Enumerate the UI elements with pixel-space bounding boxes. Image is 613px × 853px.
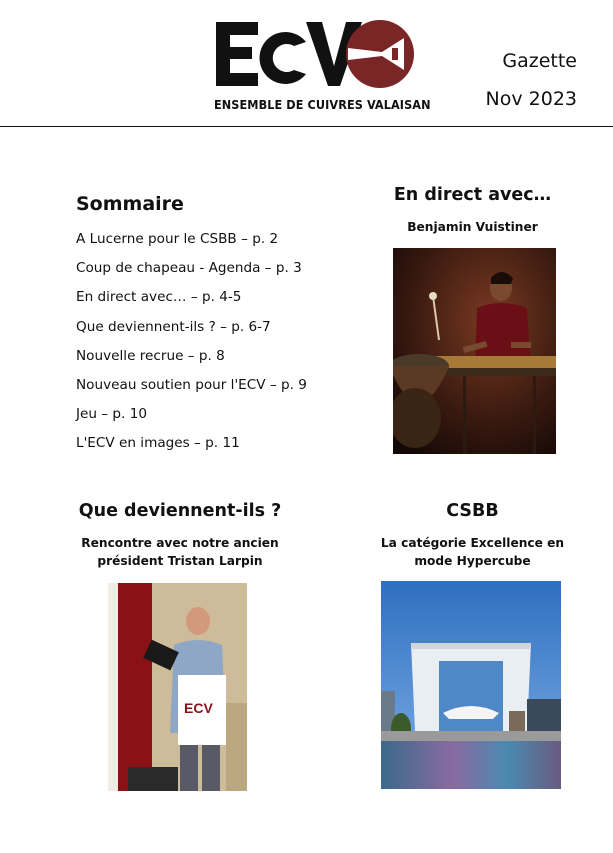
csbb-subtitle-line: La catégorie Excellence en — [380, 536, 565, 550]
toc-item[interactable]: Nouvelle recrue – p. 8 — [76, 347, 225, 364]
csbb-subtitle-line: mode Hypercube — [414, 554, 531, 568]
toc-list — [76, 229, 307, 463]
header-divider — [0, 126, 613, 127]
direct-section-title: En direct avec… — [393, 185, 552, 205]
devenu-subtitle-line: président Tristan Larpin — [97, 554, 263, 568]
percussionist-photo — [393, 248, 556, 454]
toc-title: Sommaire — [76, 193, 184, 215]
toc-item[interactable]: Nouveau soutien pour l'ECV – p. 9 — [76, 376, 307, 393]
direct-section-subtitle: Benjamin Vuistiner — [407, 220, 538, 234]
toc-item[interactable]: A Lucerne pour le CSBB – p. 2 — [76, 231, 279, 247]
svg-text:ECV: ECV — [184, 700, 213, 716]
grande-arche-photo — [381, 581, 561, 789]
devenu-subtitle-line: Rencontre avec notre ancien — [81, 536, 279, 550]
logo-letter-c — [260, 32, 306, 84]
logo-letter-e — [216, 22, 258, 86]
toc-item[interactable]: Que deviennent-ils ? – p. 6-7 — [76, 318, 271, 335]
toc-item[interactable]: L'ECV en images – p. 11 — [76, 435, 240, 452]
devenu-section-subtitle — [60, 534, 300, 570]
tristan-larpin-photo — [108, 583, 247, 791]
ecv-logo — [214, 18, 416, 88]
toc-item[interactable]: Jeu – p. 10 — [76, 406, 147, 423]
toc-item[interactable]: En direct avec… – p. 4-5 — [76, 289, 242, 306]
csbb-section-title: CSBB — [446, 501, 499, 521]
csbb-section-subtitle — [350, 534, 595, 570]
gazette-date: Nov 2023 — [485, 88, 577, 110]
toc-item[interactable]: Coup de chapeau - Agenda – p. 3 — [76, 260, 302, 277]
gazette-label: Gazette — [502, 50, 577, 72]
devenu-section-title: Que deviennent-ils ? — [78, 501, 282, 521]
logo-subtitle: ENSEMBLE DE CUIVRES VALAISAN — [214, 97, 431, 112]
trumpet-bell-icon — [346, 20, 414, 88]
